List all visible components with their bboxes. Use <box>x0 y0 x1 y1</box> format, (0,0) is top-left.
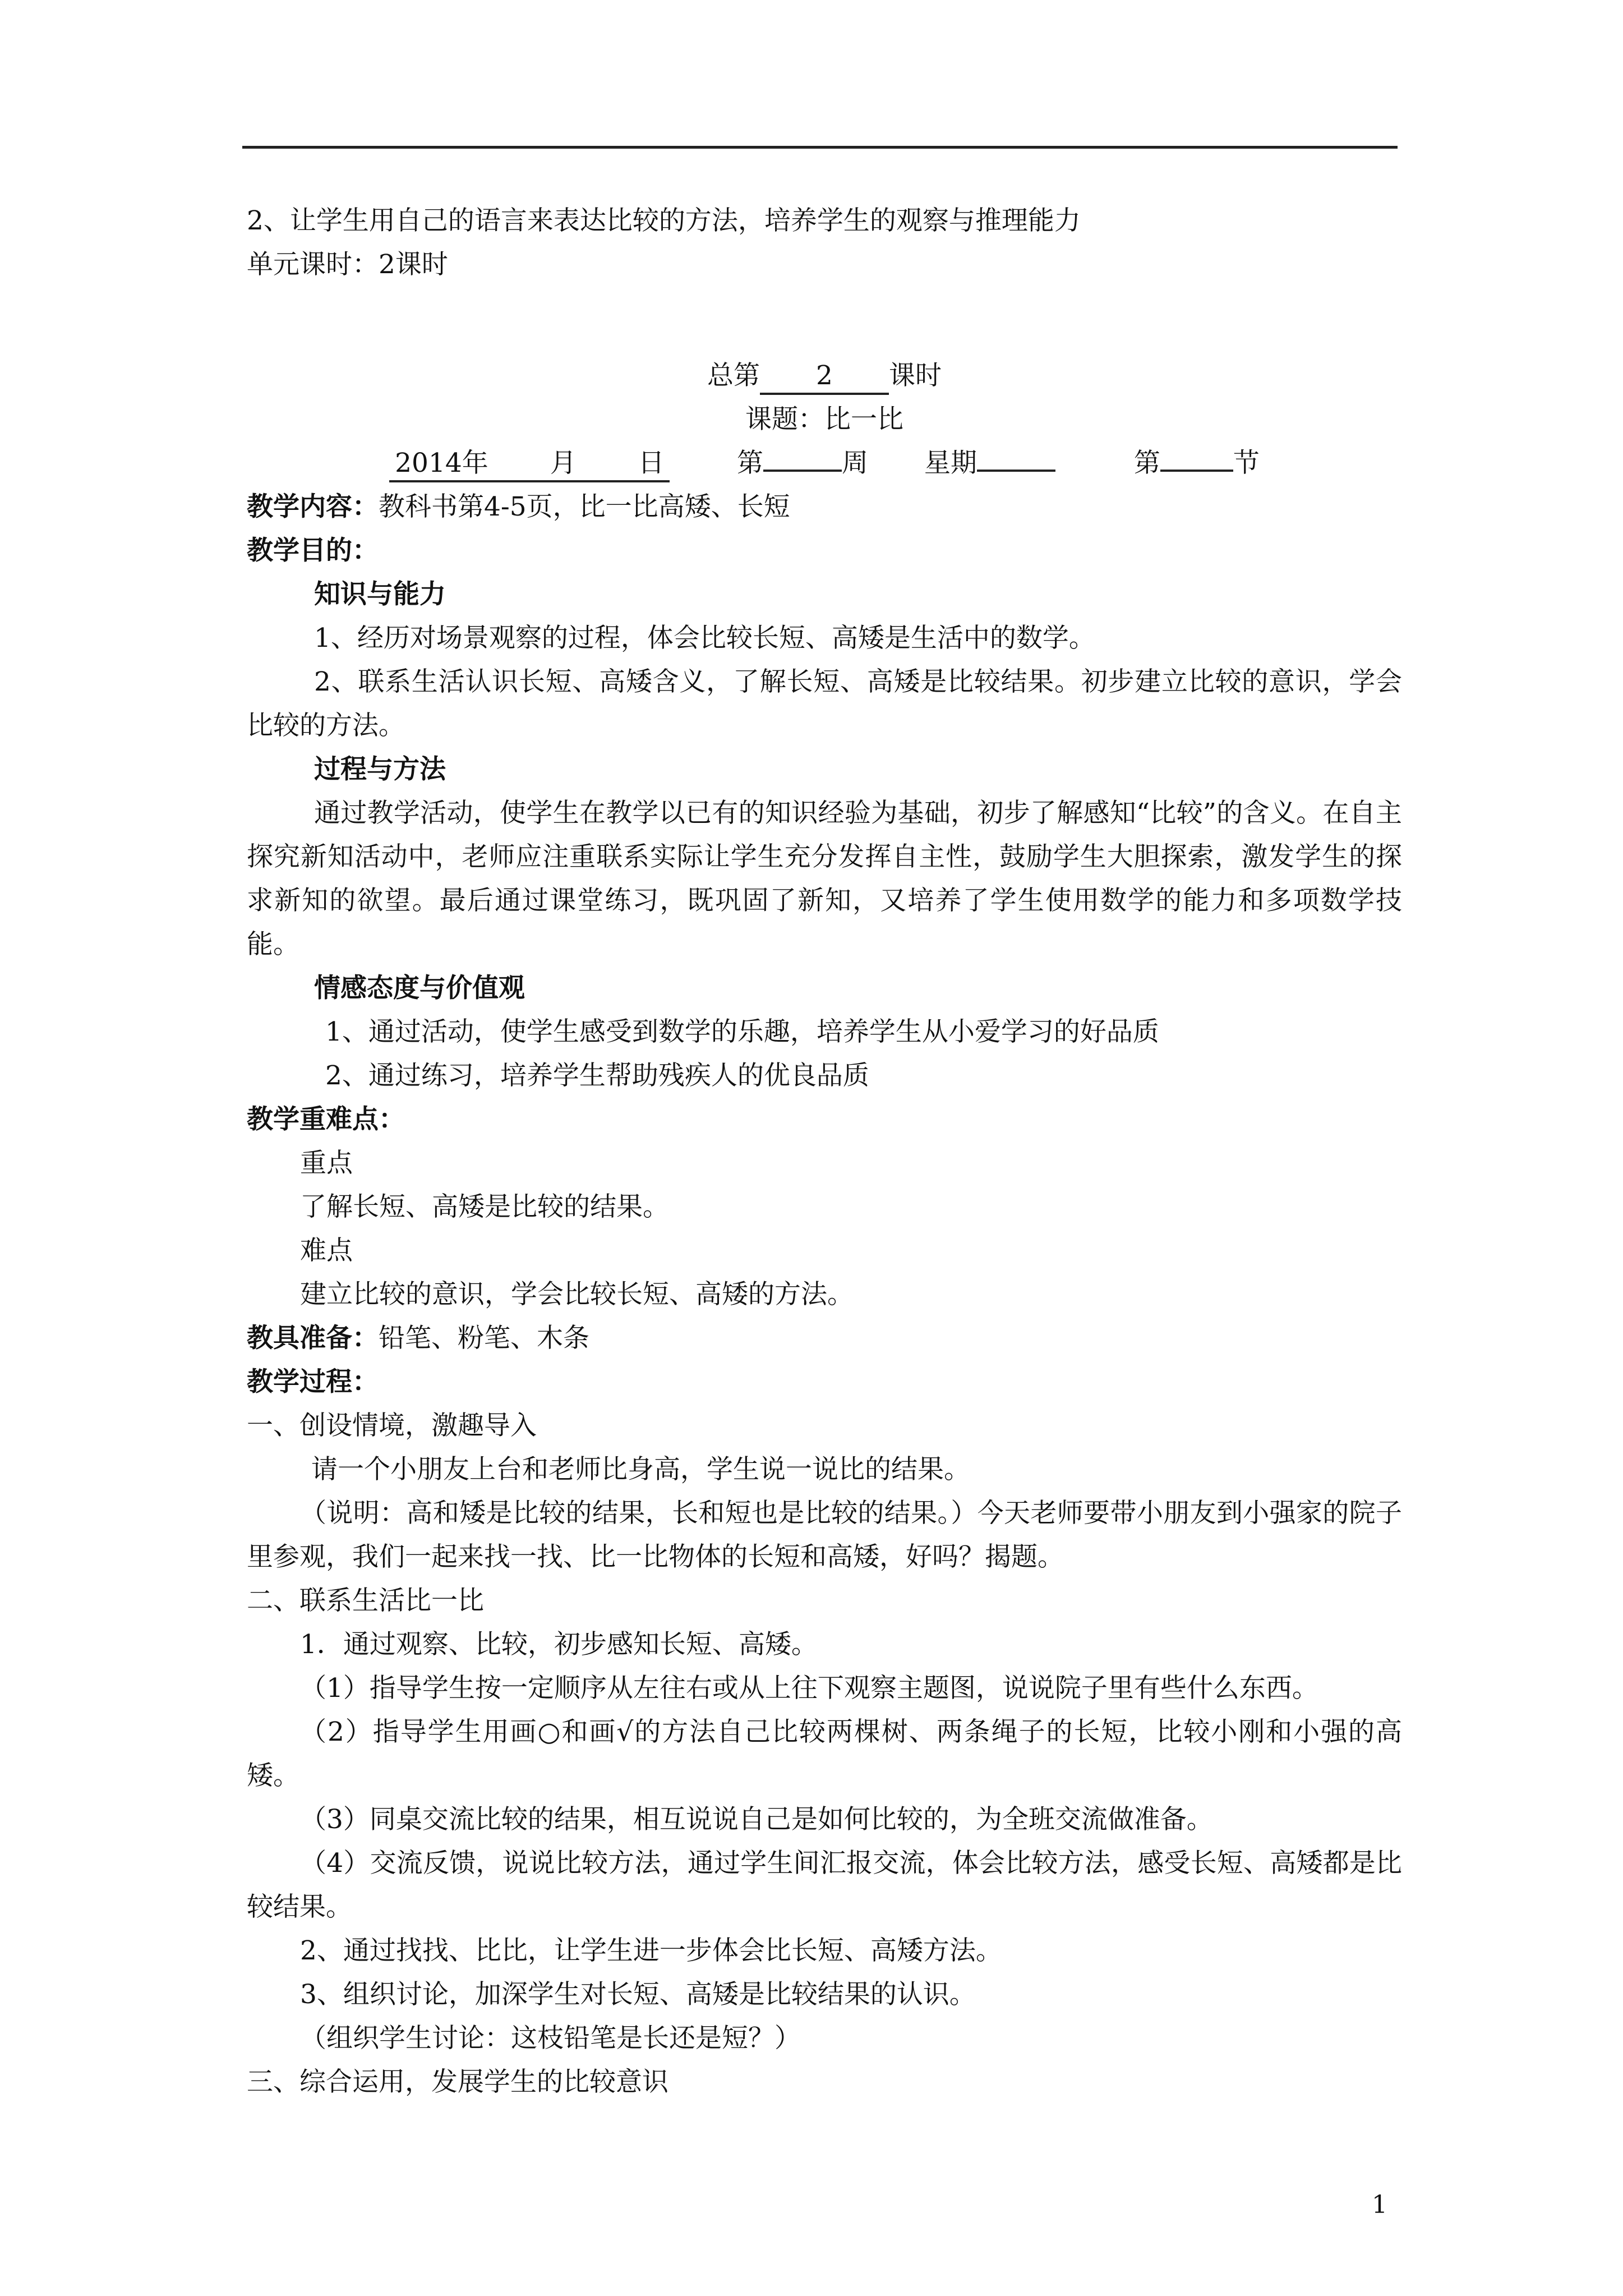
teaching-content-label: 教学内容： <box>247 491 379 522</box>
total-lesson-line <box>247 354 1402 398</box>
tools <box>247 1317 1402 1360</box>
knowledge-title: 知识与能力 <box>314 579 446 610</box>
process-title: 过程与方法 <box>314 754 446 785</box>
difficult-title: 难点 <box>300 1235 353 1266</box>
total-suffix: 课时 <box>889 360 942 391</box>
section-1-paragraph-1: 请一个小朋友上台和老师比身高，学生说一说比的结果。 <box>311 1454 970 1485</box>
week-blank <box>763 470 842 472</box>
date-line <box>247 441 1402 485</box>
week-prefix: 第 <box>737 448 764 478</box>
period-prefix: 第 <box>1133 448 1160 478</box>
section-2-item-3-note: （组织学生讨论：这枝铅笔是长还是短？） <box>300 2023 801 2054</box>
weekday-blank <box>977 470 1055 472</box>
unit-hours: 单元课时：2课时 <box>247 249 448 280</box>
total-prefix: 总第 <box>707 360 760 391</box>
emotion-item-2: 2、通过练习，培养学生帮助残疾人的优良品质 <box>325 1060 869 1091</box>
section-2-item-1-1: （1）指导学生按一定顺序从左往右或从上往下观察主题图，说说院子里有些什么东西。 <box>300 1673 1318 1704</box>
knowledge-item-1: 1、经历对场景观察的过程，体会比较长短、高矮是生活中的数学。 <box>314 623 1095 654</box>
section-1-paragraph-2: （说明：高和矮是比较的结果，长和短也是比较的结果。）今天老师要带小朋友到小强家的院子里参观，我们一起来找一找、比一比物体的长短和高矮，好吗？揭题。 <box>247 1498 1402 1572</box>
lesson-topic: 课题：比一比 <box>745 404 903 435</box>
section-2-title: 二、联系生活比一比 <box>247 1585 484 1616</box>
emotion-title: 情感态度与价值观 <box>314 973 525 1004</box>
key-points-label: 教学重难点： <box>247 1104 405 1135</box>
section-3-title: 三、综合运用，发展学生的比较意识 <box>247 2067 668 2097</box>
key-title: 重点 <box>300 1148 353 1179</box>
weekday-label: 星期 <box>924 448 977 478</box>
week-suffix: 周 <box>842 448 869 478</box>
process-text: 通过教学活动，使学生在教学以已有的知识经验为基础，初步了解感知“比较”的含义。在自主探究新知活动中，老师应注重联系实际让学生充分发挥自主性，鼓励学生大胆探索，激发学生的探求新知的欲望。最后通过课堂练习，既巩固了新知，又培养了学生使用数学的能力和多项数学技能。 <box>247 798 1402 960</box>
section-2-item-3: 3、组织讨论，加深学生对长短、高矮是比较结果的认识。 <box>300 1979 976 2010</box>
process-label: 教学过程： <box>247 1366 379 1397</box>
teaching-content-text: 教科书第4-5页，比一比高矮、长短 <box>379 491 790 522</box>
date-month: 月 <box>550 448 577 478</box>
period-suffix: 节 <box>1233 448 1260 478</box>
teaching-content <box>247 485 1402 529</box>
difficult-text: 建立比较的意识，学会比较长短、高矮的方法。 <box>300 1279 854 1310</box>
tools-label: 教具准备： <box>247 1323 379 1354</box>
key-text: 了解长短、高矮是比较的结果。 <box>300 1191 669 1222</box>
period-blank <box>1160 470 1233 472</box>
section-2-item-1-4: （4）交流反馈，说说比较方法，通过学生间汇报交流，体会比较方法，感受长短、高矮都是比较结果。 <box>247 1848 1402 1922</box>
date-field <box>389 447 670 482</box>
date-year: 2014年 <box>395 448 488 478</box>
date-day: 日 <box>638 448 665 478</box>
section-2-item-1: 1．通过观察、比较，初步感知长短、高矮。 <box>300 1629 818 1660</box>
tools-text: 铅笔、粉笔、木条 <box>379 1323 589 1354</box>
section-2-item-1-2: （2）指导学生用画○和画√的方法自己比较两棵树、两条绳子的长短，比较小刚和小强的高矮。 <box>247 1717 1402 1791</box>
knowledge-item-2: 2、联系生活认识长短、高矮含义，了解长短、高矮是比较结果。初步建立比较的意识，学会比较的方法。 <box>247 666 1402 741</box>
emotion-item-1: 1、通过活动，使学生感受到数学的乐趣，培养学生从小爱学习的好品质 <box>325 1016 1159 1047</box>
section-2-item-2: 2、通过找找、比比，让学生进一步体会比长短、高矮方法。 <box>300 1935 1002 1966</box>
total-number: 2 <box>760 359 889 395</box>
section-2-item-1-3: （3）同桌交流比较的结果，相互说说自己是如何比较的，为全班交流做准备。 <box>300 1804 1213 1835</box>
page-number: 1 <box>1372 2191 1387 2219</box>
document-body <box>247 199 1402 2104</box>
objectives-label: 教学目的： <box>247 535 379 566</box>
section-1-title: 一、创设情境，激趣导入 <box>247 1410 537 1441</box>
header-rule <box>242 146 1398 149</box>
intro-goal-2: 2、让学生用自己的语言来表达比较的方法，培养学生的观察与推理能力 <box>247 205 1081 236</box>
